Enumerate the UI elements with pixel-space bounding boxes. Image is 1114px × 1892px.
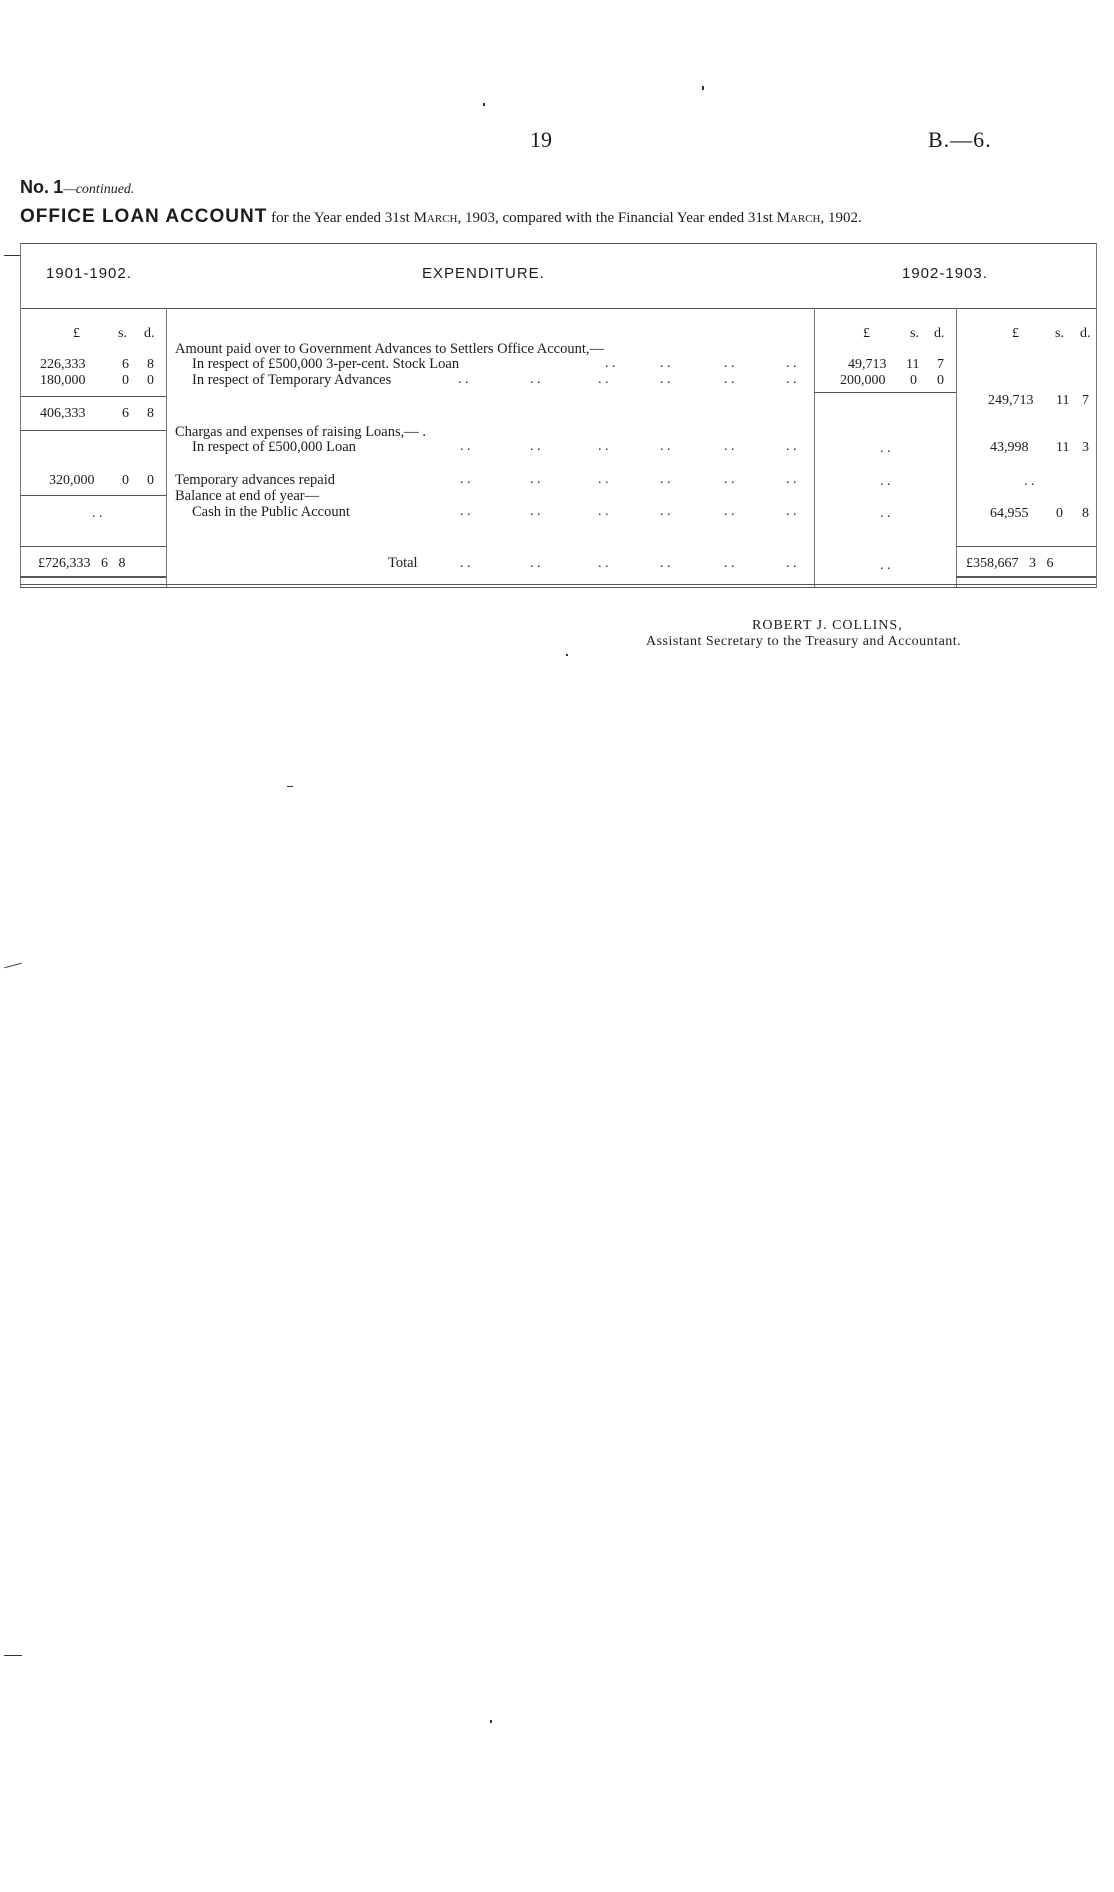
total-prev: £726,333 6 8	[38, 556, 126, 571]
temp-adv-prev-pounds: 180,000	[40, 373, 86, 388]
subtotal-cur-pence: 7	[1082, 393, 1089, 408]
sub-pence-unit: d.	[934, 326, 945, 341]
temp-adv-sub-shillings: 0	[910, 373, 917, 388]
temp-adv-prev-pence: 0	[147, 373, 154, 388]
stock-loan-sub-pounds: 49,713	[848, 357, 887, 372]
leader-dots: . .	[786, 504, 797, 519]
leader-dots: . .	[724, 356, 735, 371]
prev-shilling-unit: s.	[118, 326, 127, 341]
scan-speck	[490, 1720, 492, 1723]
cur-total-rule-top	[956, 546, 1096, 547]
table-header-rule	[20, 308, 1096, 309]
account-title-bold: OFFICE LOAN ACCOUNT	[20, 206, 268, 227]
leader-dots: . .	[530, 372, 541, 387]
charges-cur-pence: 3	[1082, 440, 1089, 455]
table-bottom-rule	[20, 584, 1096, 585]
leader-dots: . .	[786, 356, 797, 371]
cash-cur-pence: 8	[1082, 506, 1089, 521]
leader-dots: . .	[786, 439, 797, 454]
prev-section-rule	[20, 430, 166, 431]
leader-dots: . .	[530, 472, 541, 487]
charges-loan-label: In respect of £500,000 Loan	[192, 439, 356, 455]
leader-dots: . .	[598, 472, 609, 487]
account-title	[20, 206, 862, 228]
table-top-rule	[20, 243, 1096, 244]
leader-dots: . .	[530, 504, 541, 519]
prev-total-rule-top	[20, 546, 166, 547]
scan-speck	[702, 86, 704, 90]
temp-adv-sub-pounds: 200,000	[840, 373, 886, 388]
repaid-prev-shillings: 0	[122, 473, 129, 488]
schedule-no-number: 1	[53, 177, 64, 197]
signatory-name: ROBERT J. COLLINS,	[752, 618, 903, 633]
leader-dots: . .	[724, 439, 735, 454]
table-bottom-rule-2	[20, 587, 1096, 588]
cur-shilling-unit: s.	[1055, 326, 1064, 341]
leader-dots: . .	[660, 356, 671, 371]
leader-dots: . .	[724, 372, 735, 387]
leader-dots: . .	[660, 472, 671, 487]
leader-dots: . .	[598, 504, 609, 519]
page-number: 19	[530, 127, 552, 152]
leader-dots: . .	[530, 556, 541, 571]
leader-dots: . .	[724, 504, 735, 519]
repaid-label: Temporary advances repaid	[175, 472, 336, 488]
balance-heading: Balance at end of year—	[175, 488, 320, 504]
sub-subtotal-rule	[814, 392, 956, 393]
leader-dots: . .	[724, 472, 735, 487]
leader-dots: . .	[786, 472, 797, 487]
leader-dots: . .	[598, 439, 609, 454]
temp-adv-label: In respect of Temporary Advances	[192, 372, 392, 388]
temp-adv-prev-shillings: 0	[122, 373, 129, 388]
leader-dots: . .	[660, 439, 671, 454]
amount-paid-heading: Amount paid over to Government Advances to Settlers Office Account,—	[175, 341, 604, 357]
header-1902-1903: 1902-1903.	[902, 265, 988, 282]
subtotal-prev-pence: 8	[147, 406, 154, 421]
charges-heading: Chargas and expenses of raising Loans,— .	[175, 424, 427, 440]
leader-dots: . .	[605, 356, 616, 371]
repaid-prev-pence: 0	[147, 473, 154, 488]
scan-speck	[566, 654, 568, 656]
table-left-edge	[20, 243, 21, 588]
prev-pound-unit: £	[73, 326, 80, 341]
sub-leader-dots: . .	[880, 474, 891, 489]
stock-loan-prev-pounds: 226,333	[40, 357, 86, 372]
account-title-text-2: , 1903, compared with the Financial Year ended 31st	[457, 210, 773, 226]
temp-adv-sub-pence: 0	[937, 373, 944, 388]
sub-leader-dots: . .	[880, 558, 891, 573]
leader-dots: . .	[724, 556, 735, 571]
prev-leader-dots: . .	[92, 506, 103, 521]
cur-pound-unit: £	[1012, 326, 1019, 341]
prev-repaid-rule	[20, 495, 166, 496]
page-code: B.—6.	[928, 127, 992, 152]
total-label: Total	[388, 555, 418, 571]
col-divider-1	[166, 308, 167, 588]
leader-dots: . .	[598, 556, 609, 571]
repaid-prev-pounds: 320,000	[49, 473, 95, 488]
continued-label: —continued.	[63, 182, 135, 197]
account-title-month-1: March	[413, 210, 458, 226]
scan-speck	[4, 1655, 22, 1656]
leader-dots: . .	[460, 556, 471, 571]
sub-leader-dots: . .	[880, 506, 891, 521]
signatory-title: Assistant Secretary to the Treasury and Accountant.	[646, 634, 962, 649]
stock-loan-sub-shillings: 11	[906, 357, 920, 372]
leader-dots: . .	[458, 372, 469, 387]
col-divider-2	[814, 308, 815, 588]
charges-cur-shillings: 11	[1056, 440, 1070, 455]
prev-pence-unit: d.	[144, 326, 155, 341]
stock-loan-prev-pence: 8	[147, 357, 154, 372]
leader-dots: . .	[786, 556, 797, 571]
cur-leader-dots: . .	[1024, 474, 1035, 489]
sub-leader-dots: . .	[880, 441, 891, 456]
leader-dots: . .	[660, 372, 671, 387]
prev-subtotal-rule	[20, 396, 166, 397]
subtotal-prev-shillings: 6	[122, 406, 129, 421]
leader-dots: . .	[460, 504, 471, 519]
scan-speck	[4, 255, 20, 256]
prev-total-rule-bottom	[20, 576, 166, 578]
stock-loan-sub-pence: 7	[937, 357, 944, 372]
cur-pence-unit: d.	[1080, 326, 1091, 341]
cash-public-label: Cash in the Public Account	[192, 504, 350, 520]
leader-dots: . .	[598, 372, 609, 387]
leader-dots: . .	[460, 439, 471, 454]
leader-dots: . .	[460, 472, 471, 487]
table-right-edge	[1096, 243, 1097, 588]
subtotal-cur-pounds: 249,713	[988, 393, 1034, 408]
account-title-month-2: March	[776, 210, 821, 226]
stock-loan-label: In respect of £500,000 3-per-cent. Stock Loan	[192, 356, 460, 372]
header-expenditure: EXPENDITURE.	[422, 265, 545, 282]
schedule-number-line	[20, 177, 134, 198]
sub-pound-unit: £	[863, 326, 870, 341]
header-1901-1902: 1901-1902.	[46, 265, 132, 282]
leader-dots: . .	[786, 372, 797, 387]
leader-dots: . .	[530, 439, 541, 454]
schedule-no-label: No.	[20, 177, 49, 197]
cur-total-rule-bottom	[956, 576, 1096, 578]
scan-speck	[287, 786, 293, 787]
leader-dots: . .	[660, 556, 671, 571]
account-title-text-3: , 1902.	[820, 210, 862, 226]
charges-cur-pounds: 43,998	[990, 440, 1029, 455]
subtotal-cur-shillings: 11	[1056, 393, 1070, 408]
cash-cur-shillings: 0	[1056, 506, 1063, 521]
subtotal-prev-pounds: 406,333	[40, 406, 86, 421]
cash-cur-pounds: 64,955	[990, 506, 1029, 521]
leader-dots: . .	[660, 504, 671, 519]
stock-loan-prev-shillings: 6	[122, 357, 129, 372]
account-title-text-1: for the Year ended 31st	[271, 210, 410, 226]
sub-shilling-unit: s.	[910, 326, 919, 341]
scan-speck	[4, 963, 22, 969]
scan-speck	[483, 103, 485, 106]
total-cur: £358,667 3 6	[966, 556, 1054, 571]
